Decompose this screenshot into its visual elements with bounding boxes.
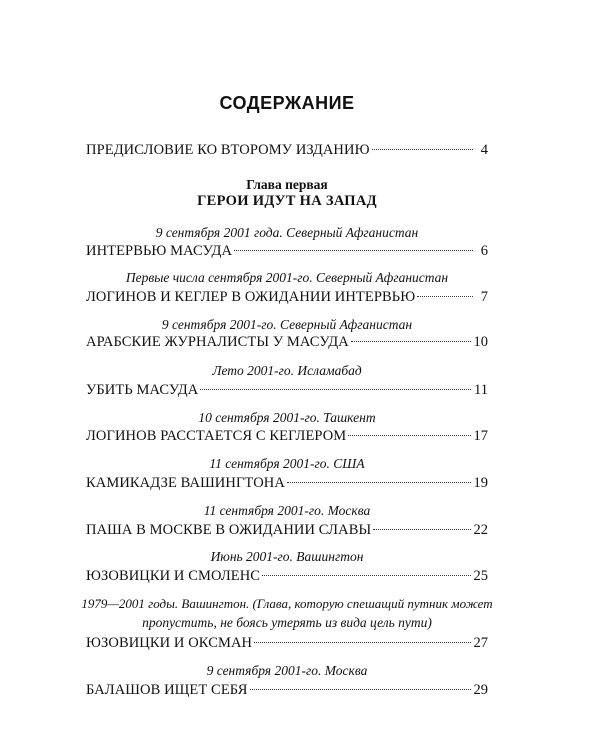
page-number: 11 — [474, 382, 488, 398]
section-subtitle: 9 сентября 2001-го. Москва — [206, 663, 368, 678]
dot-leader — [417, 295, 473, 297]
page-number: 6 — [480, 243, 488, 259]
dot-leader — [234, 249, 473, 251]
section-subtitle-continued: пропустить, не боясь утерять из вида цель пути) — [142, 615, 432, 630]
toc-entry-preface[interactable] — [86, 140, 488, 160]
toc-entry[interactable] — [86, 473, 488, 493]
section-subtitle: 9 сентября 2001-го. Северный Афганистан — [161, 317, 413, 332]
entry-title: ПРЕДИСЛОВИЕ КО ВТОРОМУ ИЗДАНИЮ — [86, 142, 370, 158]
section-subtitle: 11 сентября 2001-го. США — [209, 456, 365, 471]
chapter-title: ГЕРОИ ИДУТ НА ЗАПАД — [197, 193, 377, 209]
dot-leader — [250, 688, 471, 690]
toc-entry[interactable] — [86, 426, 488, 446]
entry-title: БАЛАШОВ ИЩЕТ СЕБЯ — [86, 682, 248, 698]
chapter-label: Глава первая — [246, 177, 328, 192]
section-subtitle: Июнь 2001-го. Вашингтон — [210, 549, 364, 564]
entry-title: ПАША В МОСКВЕ В ОЖИДАНИИ СЛАВЫ — [86, 522, 372, 538]
page-number: 17 — [473, 428, 488, 444]
entry-title: ЮЗОВИЦКИ И СМОЛЕНС — [86, 568, 261, 584]
toc-entry[interactable] — [86, 332, 488, 352]
dot-leader — [254, 641, 470, 643]
entry-title: ЮЗОВИЦКИ И ОКСМАН — [86, 635, 253, 651]
dot-leader — [372, 148, 473, 150]
page-number: 22 — [473, 522, 488, 538]
entry-title: ЛОГИНОВ РАССТАЕТСЯ С КЕГЛЕРОМ — [86, 428, 347, 444]
section-subtitle: 11 сентября 2001-го. Москва — [203, 503, 371, 518]
dot-leader — [262, 574, 470, 576]
page-number: 27 — [473, 635, 488, 651]
page-number: 25 — [473, 568, 488, 584]
dot-leader — [373, 528, 470, 530]
dot-leader — [351, 340, 471, 342]
section-subtitle: Первые числа сентября 2001-го. Северный Афганистан — [125, 270, 449, 285]
toc-entry[interactable] — [86, 633, 488, 653]
page-number: 7 — [480, 289, 488, 305]
section-subtitle: 9 сентября 2001 года. Северный Афганистан — [155, 225, 419, 240]
dot-leader — [200, 388, 471, 390]
page-number: 29 — [473, 682, 488, 698]
toc-entry[interactable] — [86, 680, 488, 700]
page-number: 19 — [473, 475, 488, 491]
section-subtitle: 10 сентября 2001-го. Ташкент — [198, 410, 376, 425]
dot-leader — [287, 481, 471, 483]
entry-title: ИНТЕРВЬЮ МАСУДА — [86, 243, 233, 259]
entry-title: ЛОГИНОВ И КЕГЛЕР В ОЖИДАНИИ ИНТЕРВЬЮ — [86, 289, 416, 305]
table-of-contents — [81, 0, 493, 750]
page-number: 10 — [473, 334, 488, 350]
entry-title: АРАБСКИЕ ЖУРНАЛИСТЫ У МАСУДА — [86, 334, 349, 350]
section-subtitle: Лето 2001-го. Исламабад — [212, 363, 362, 378]
toc-entry[interactable] — [86, 241, 488, 261]
page-number: 4 — [480, 142, 488, 158]
toc-entry[interactable] — [86, 566, 488, 586]
toc-entry[interactable] — [86, 520, 488, 540]
section-subtitle: 1979—2001 годы. Вашингтон. (Глава, которую спешащий путник может — [81, 596, 493, 611]
entry-title: УБИТЬ МАСУДА — [86, 382, 199, 398]
toc-entry[interactable] — [86, 287, 488, 307]
toc-entry[interactable] — [86, 380, 488, 400]
dot-leader — [348, 434, 470, 436]
toc-heading: СОДЕРЖАНИЕ — [219, 93, 355, 113]
entry-title: КАМИКАДЗЕ ВАШИНГТОНА — [86, 475, 285, 491]
